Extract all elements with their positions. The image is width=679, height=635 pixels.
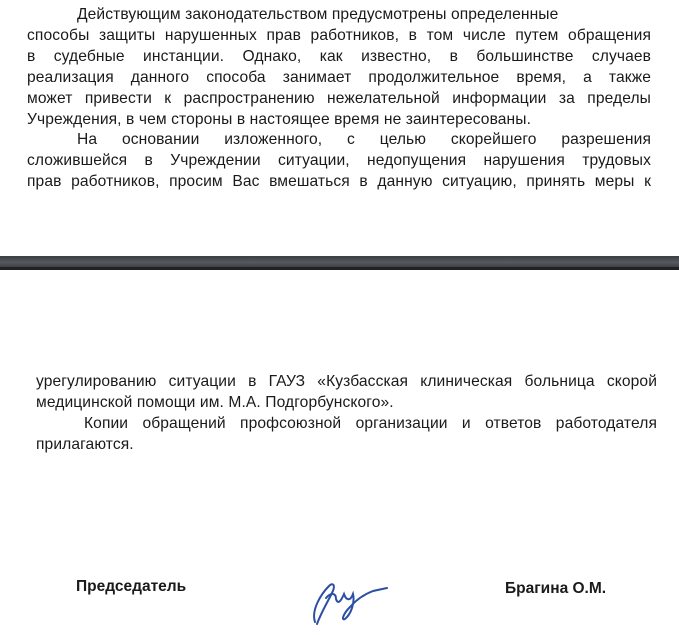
body-line: может привести к распространению нежелательной информации за пределы	[27, 90, 651, 107]
handwritten-signature	[305, 572, 393, 630]
body-line: урегулированию ситуации в ГАУЗ «Кузбасская клиническая больница скорой	[36, 373, 657, 390]
body-line: способы защиты нарушенных прав работников, в том числе путем обращения	[27, 27, 651, 44]
signatory-name: Брагина О.М.	[505, 580, 607, 597]
document-page-top	[0, 0, 679, 256]
body-line: Учреждения, в чем стороны в настоящее время не заинтересованы.	[27, 111, 531, 128]
body-line: Действующим законодательством предусмотрены определенные	[77, 6, 559, 23]
body-line: прилагаются.	[36, 436, 134, 453]
body-line: прав работников, просим Вас вмешаться в данную ситуацию, принять меры к	[27, 173, 651, 190]
body-line: медицинской помощи им. М.А. Подгорбунского».	[36, 394, 394, 411]
body-line: На основании изложенного, с целью скорейшего разрешения	[77, 131, 651, 148]
page-separator	[0, 256, 679, 270]
body-line: сложившейся в Учреждении ситуации, недопущения нарушения трудовых	[27, 152, 651, 169]
body-line: в судебные инстанции. Однако, как известно, в большинстве случаев	[27, 48, 651, 65]
signatory-title: Председатель	[76, 578, 187, 595]
body-line: реализация данного способа занимает продолжительное время, а также	[27, 69, 651, 86]
body-line: Копии обращений профсоюзной организации и ответов работодателя	[84, 415, 657, 432]
